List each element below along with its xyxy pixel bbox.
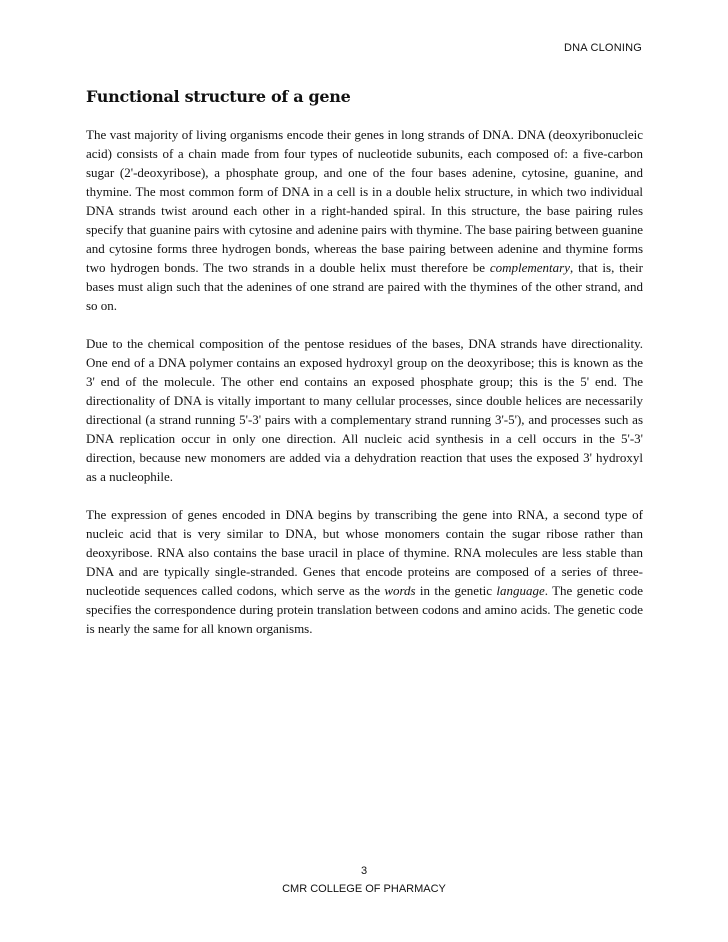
section-title: Functional structure of a gene [86, 87, 351, 106]
emphasis-language: language [496, 583, 545, 598]
body-text [86, 125, 643, 657]
emphasis-complementary: complementary [489, 260, 570, 275]
emphasis-words: words [384, 583, 416, 598]
paragraph-text: The vast majority of living organisms encode their genes in long strands of DNA. DNA (deoxyribonucleic acid) consists of a chain made from four types of nucleotide subunits, each composed of: a five-carbon sugar (2'-deoxyribose), a phosphate group, and one of the four bases adenine, cytosine, guanine, and thymine. The most common form of DNA in a cell is in a double helix structure, in which two individual DNA strands twist around each other in a right-handed spiral. In this structure, the base pairing rules specify that guanine pairs with cytosine and adenine pairs with thymine. The base pairing between guanine and cytosine forms three hydrogen bonds, whereas the base pairing between adenine and thymine forms two hydrogen bonds. The two strands in a double helix must therefore be [86, 127, 643, 275]
running-footer: CMR COLLEGE OF PHARMACY [282, 883, 446, 895]
paragraph-gene-expression [86, 505, 643, 638]
paragraph-text: in the genetic [415, 583, 497, 598]
paragraph-text: The expression of genes encoded in DNA begins by transcribing the gene into RNA, a second type of nucleic acid that is very similar to DNA, but whose monomers contain the sugar ribose rather than deoxyribose. RNA also contains the base uracil in place of thymine. RNA molecules are less stable than DNA and are typically single-stranded. Genes that encode proteins are composed of a series of three-nucleotide sequences called codons, which serve as the [86, 507, 643, 598]
paragraph-text: . The genetic code specifies the correspondence during protein translation between codons and amino acids. The genetic code is nearly the same for all known organisms. [86, 583, 643, 636]
page-number: 3 [360, 865, 368, 877]
paragraph-directionality: Due to the chemical composition of the pentose residues of the bases, DNA strands have directionality. One end of a DNA polymer contains an exposed hydroxyl group on the deoxyribose; this is known as the 3' end of the molecule. The other end contains an exposed phosphate group; this is the 5' end. The directionality of DNA is vitally important to many cellular processes, since double helices are necessarily directional (a strand running 5'-3' pairs with a complementary strand running 3'-5'), and processes such as DNA replication occur in only one direction. All nucleic acid synthesis in a cell occurs in the 5'-3' direction, because new monomers are added via a dehydration reaction that uses the exposed 3' hydroxyl as a nucleophile. [86, 336, 643, 484]
paragraph-dna-structure [86, 125, 643, 315]
paragraph-text: , that is, their bases must align such that the adenines of one strand are paired with the thymines of the other strand, and so on. [86, 260, 643, 313]
running-header: DNA CLONING [564, 42, 642, 54]
